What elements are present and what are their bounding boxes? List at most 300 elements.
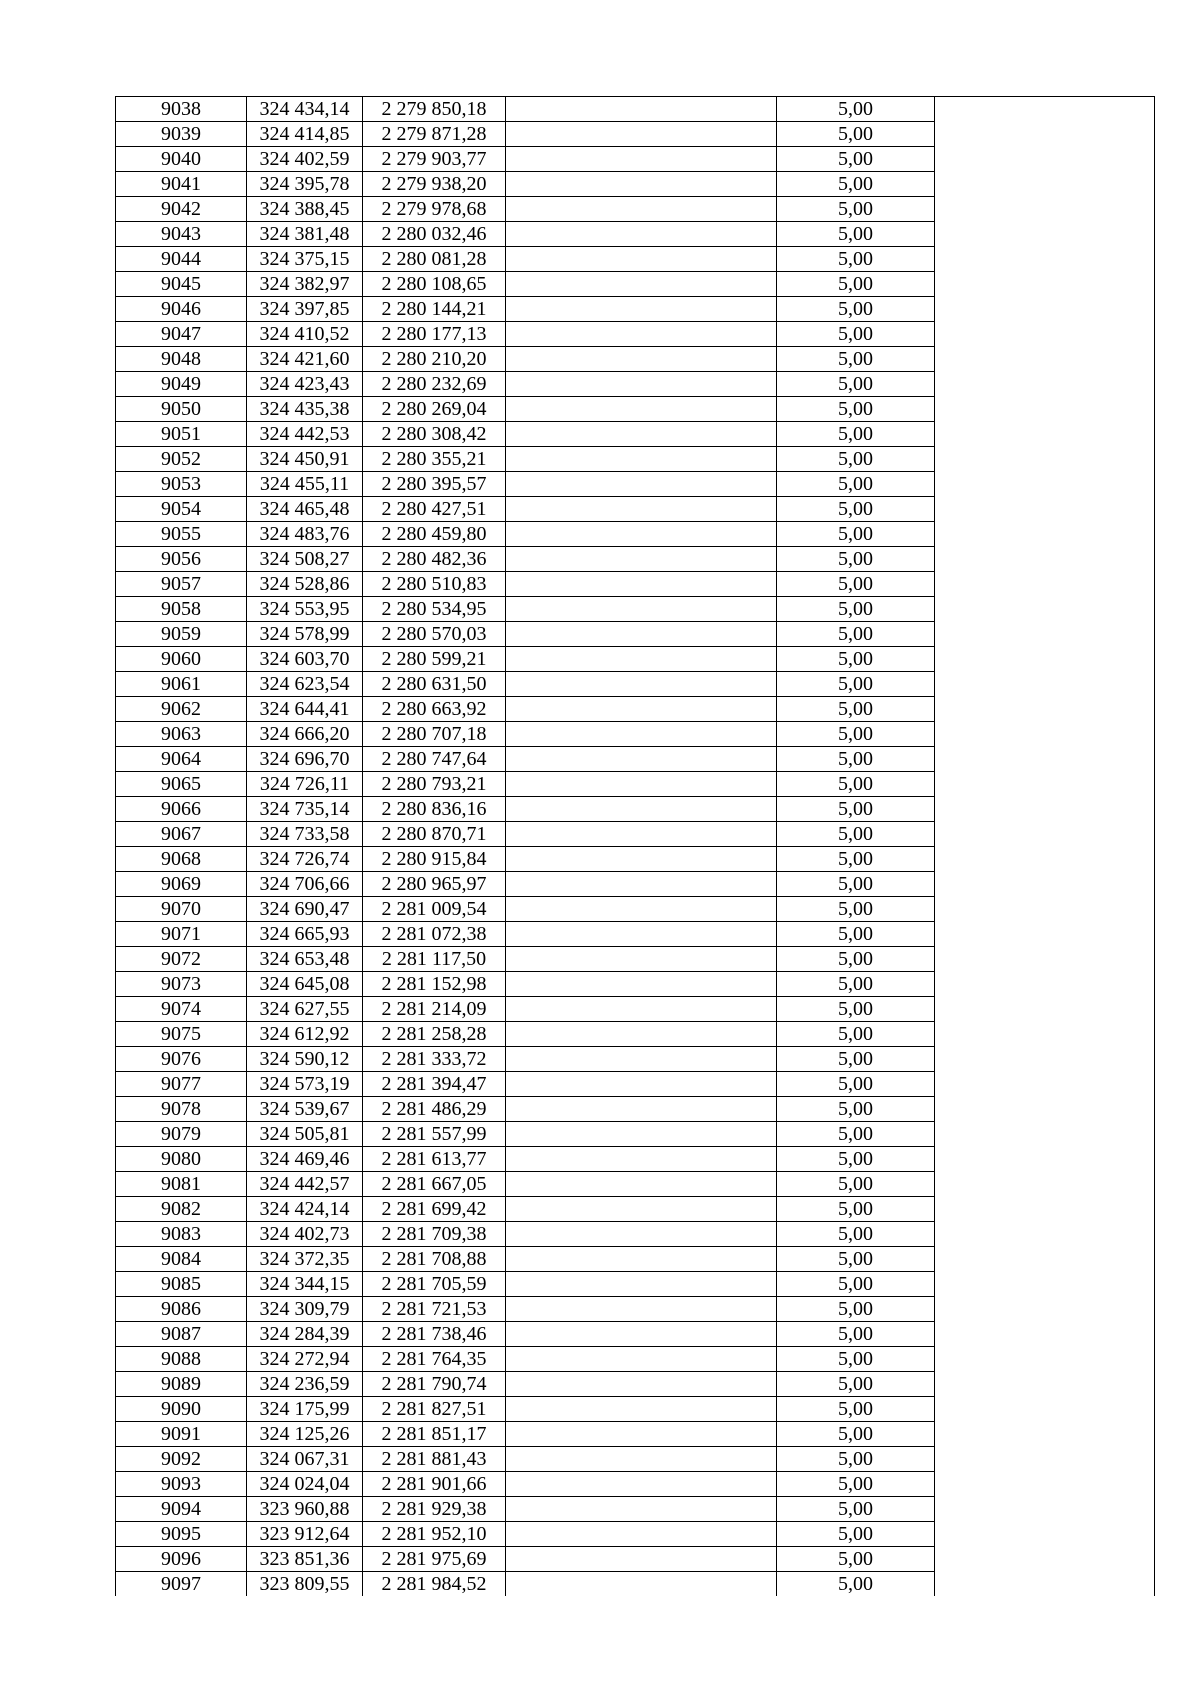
- empty-cell: [935, 1247, 1155, 1272]
- table-row: [116, 1247, 1155, 1272]
- value-cell: 5,00: [777, 947, 935, 972]
- empty-cell: [506, 597, 777, 622]
- table-row: [116, 672, 1155, 697]
- empty-cell: [506, 772, 777, 797]
- value-cell: 5,00: [777, 497, 935, 522]
- value-cell: 5,00: [777, 1222, 935, 1247]
- empty-cell: [935, 722, 1155, 747]
- x-coordinate-cell: 324 706,66: [247, 872, 363, 897]
- empty-cell: [935, 147, 1155, 172]
- empty-cell: [935, 772, 1155, 797]
- empty-cell: [506, 1447, 777, 1472]
- x-coordinate-cell: 324 666,20: [247, 722, 363, 747]
- value-cell: 5,00: [777, 922, 935, 947]
- point-number-cell: 9071: [116, 922, 247, 947]
- empty-cell: [935, 447, 1155, 472]
- x-coordinate-cell: 324 665,93: [247, 922, 363, 947]
- empty-cell: [935, 1047, 1155, 1072]
- empty-cell: [935, 1172, 1155, 1197]
- x-coordinate-cell: 324 690,47: [247, 897, 363, 922]
- point-number-cell: 9089: [116, 1372, 247, 1397]
- y-coordinate-cell: 2 281 881,43: [363, 1447, 506, 1472]
- point-number-cell: 9072: [116, 947, 247, 972]
- empty-cell: [506, 147, 777, 172]
- table-row: [116, 547, 1155, 572]
- empty-cell: [935, 697, 1155, 722]
- point-number-cell: 9053: [116, 472, 247, 497]
- x-coordinate-cell: 324 402,73: [247, 1222, 363, 1247]
- value-cell: 5,00: [777, 722, 935, 747]
- point-number-cell: 9040: [116, 147, 247, 172]
- point-number-cell: 9084: [116, 1247, 247, 1272]
- table-row: [116, 247, 1155, 272]
- x-coordinate-cell: 324 465,48: [247, 497, 363, 522]
- empty-cell: [506, 1147, 777, 1172]
- point-number-cell: 9064: [116, 747, 247, 772]
- table-row: [116, 1172, 1155, 1197]
- table-row: [116, 722, 1155, 747]
- empty-cell: [506, 1522, 777, 1547]
- empty-cell: [935, 1222, 1155, 1247]
- table-row: [116, 947, 1155, 972]
- empty-cell: [506, 747, 777, 772]
- y-coordinate-cell: 2 280 081,28: [363, 247, 506, 272]
- empty-cell: [935, 1522, 1155, 1547]
- point-number-cell: 9095: [116, 1522, 247, 1547]
- y-coordinate-cell: 2 280 510,83: [363, 572, 506, 597]
- table-row: [116, 1122, 1155, 1147]
- point-number-cell: 9074: [116, 997, 247, 1022]
- value-cell: 5,00: [777, 472, 935, 497]
- point-number-cell: 9055: [116, 522, 247, 547]
- empty-cell: [506, 622, 777, 647]
- point-number-cell: 9058: [116, 597, 247, 622]
- x-coordinate-cell: 324 344,15: [247, 1272, 363, 1297]
- empty-cell: [935, 1547, 1155, 1572]
- point-number-cell: 9044: [116, 247, 247, 272]
- value-cell: 5,00: [777, 1172, 935, 1197]
- y-coordinate-cell: 2 281 394,47: [363, 1072, 506, 1097]
- empty-cell: [935, 122, 1155, 147]
- empty-cell: [935, 1072, 1155, 1097]
- empty-cell: [506, 897, 777, 922]
- empty-cell: [506, 947, 777, 972]
- y-coordinate-cell: 2 280 631,50: [363, 672, 506, 697]
- table-row: [116, 997, 1155, 1022]
- x-coordinate-cell: 324 236,59: [247, 1372, 363, 1397]
- value-cell: 5,00: [777, 522, 935, 547]
- point-number-cell: 9062: [116, 697, 247, 722]
- empty-cell: [935, 1097, 1155, 1122]
- y-coordinate-cell: 2 281 708,88: [363, 1247, 506, 1272]
- y-coordinate-cell: 2 280 965,97: [363, 872, 506, 897]
- empty-cell: [935, 1372, 1155, 1397]
- table-row: [116, 872, 1155, 897]
- point-number-cell: 9061: [116, 672, 247, 697]
- x-coordinate-cell: 324 726,74: [247, 847, 363, 872]
- empty-cell: [935, 397, 1155, 422]
- empty-cell: [506, 1472, 777, 1497]
- empty-cell: [506, 1422, 777, 1447]
- x-coordinate-cell: 324 733,58: [247, 822, 363, 847]
- x-coordinate-cell: 324 442,57: [247, 1172, 363, 1197]
- empty-cell: [506, 1197, 777, 1222]
- point-number-cell: 9093: [116, 1472, 247, 1497]
- y-coordinate-cell: 2 281 705,59: [363, 1272, 506, 1297]
- value-cell: 5,00: [777, 872, 935, 897]
- y-coordinate-cell: 2 280 599,21: [363, 647, 506, 672]
- empty-cell: [506, 272, 777, 297]
- x-coordinate-cell: 324 726,11: [247, 772, 363, 797]
- empty-cell: [935, 972, 1155, 997]
- table-row: [116, 122, 1155, 147]
- table-row: [116, 197, 1155, 222]
- x-coordinate-cell: 324 388,45: [247, 197, 363, 222]
- point-number-cell: 9083: [116, 1222, 247, 1247]
- point-number-cell: 9039: [116, 122, 247, 147]
- value-cell: 5,00: [777, 1422, 935, 1447]
- table-row: [116, 647, 1155, 672]
- empty-cell: [935, 422, 1155, 447]
- point-number-cell: 9082: [116, 1197, 247, 1222]
- x-coordinate-cell: 324 410,52: [247, 322, 363, 347]
- empty-cell: [506, 1022, 777, 1047]
- table-row: [116, 597, 1155, 622]
- point-number-cell: 9079: [116, 1122, 247, 1147]
- value-cell: 5,00: [777, 172, 935, 197]
- empty-cell: [935, 1272, 1155, 1297]
- table-row: [116, 972, 1155, 997]
- table-row: [116, 1422, 1155, 1447]
- empty-cell: [935, 922, 1155, 947]
- point-number-cell: 9056: [116, 547, 247, 572]
- empty-cell: [506, 672, 777, 697]
- value-cell: 5,00: [777, 897, 935, 922]
- y-coordinate-cell: 2 280 355,21: [363, 447, 506, 472]
- value-cell: 5,00: [777, 1122, 935, 1147]
- x-coordinate-cell: 324 397,85: [247, 297, 363, 322]
- point-number-cell: 9092: [116, 1447, 247, 1472]
- x-coordinate-cell: 324 455,11: [247, 472, 363, 497]
- value-cell: 5,00: [777, 297, 935, 322]
- point-number-cell: 9065: [116, 772, 247, 797]
- x-coordinate-cell: 324 483,76: [247, 522, 363, 547]
- table-row: [116, 497, 1155, 522]
- value-cell: 5,00: [777, 1522, 935, 1547]
- x-coordinate-cell: 324 505,81: [247, 1122, 363, 1147]
- y-coordinate-cell: 2 281 901,66: [363, 1472, 506, 1497]
- point-number-cell: 9078: [116, 1097, 247, 1122]
- empty-cell: [935, 997, 1155, 1022]
- empty-cell: [506, 1347, 777, 1372]
- value-cell: 5,00: [777, 247, 935, 272]
- empty-cell: [506, 522, 777, 547]
- x-coordinate-cell: 324 578,99: [247, 622, 363, 647]
- empty-cell: [935, 522, 1155, 547]
- point-number-cell: 9068: [116, 847, 247, 872]
- empty-cell: [506, 372, 777, 397]
- empty-cell: [506, 1547, 777, 1572]
- point-number-cell: 9086: [116, 1297, 247, 1322]
- y-coordinate-cell: 2 281 152,98: [363, 972, 506, 997]
- empty-cell: [506, 422, 777, 447]
- y-coordinate-cell: 2 281 827,51: [363, 1397, 506, 1422]
- point-number-cell: 9090: [116, 1397, 247, 1422]
- empty-cell: [506, 997, 777, 1022]
- y-coordinate-cell: 2 279 871,28: [363, 122, 506, 147]
- table-row: [116, 1447, 1155, 1472]
- value-cell: 5,00: [777, 1322, 935, 1347]
- y-coordinate-cell: 2 280 177,13: [363, 322, 506, 347]
- empty-cell: [935, 847, 1155, 872]
- empty-cell: [935, 547, 1155, 572]
- value-cell: 5,00: [777, 397, 935, 422]
- empty-cell: [506, 1097, 777, 1122]
- x-coordinate-cell: 324 603,70: [247, 647, 363, 672]
- x-coordinate-cell: 324 469,46: [247, 1147, 363, 1172]
- y-coordinate-cell: 2 281 333,72: [363, 1047, 506, 1072]
- value-cell: 5,00: [777, 372, 935, 397]
- value-cell: 5,00: [777, 97, 935, 122]
- x-coordinate-cell: 324 272,94: [247, 1347, 363, 1372]
- empty-cell: [935, 822, 1155, 847]
- empty-cell: [935, 1572, 1155, 1597]
- point-number-cell: 9081: [116, 1172, 247, 1197]
- value-cell: 5,00: [777, 1147, 935, 1172]
- value-cell: 5,00: [777, 622, 935, 647]
- empty-cell: [506, 647, 777, 672]
- empty-cell: [506, 922, 777, 947]
- table-row: [116, 372, 1155, 397]
- table-row: [116, 522, 1155, 547]
- y-coordinate-cell: 2 280 427,51: [363, 497, 506, 522]
- table-row: [116, 1347, 1155, 1372]
- value-cell: 5,00: [777, 1447, 935, 1472]
- coordinate-table: [115, 96, 1155, 1596]
- value-cell: 5,00: [777, 647, 935, 672]
- value-cell: 5,00: [777, 597, 935, 622]
- y-coordinate-cell: 2 281 117,50: [363, 947, 506, 972]
- empty-cell: [506, 397, 777, 422]
- value-cell: 5,00: [777, 1297, 935, 1322]
- empty-cell: [506, 1222, 777, 1247]
- empty-cell: [935, 347, 1155, 372]
- value-cell: 5,00: [777, 572, 935, 597]
- empty-cell: [506, 172, 777, 197]
- value-cell: 5,00: [777, 772, 935, 797]
- point-number-cell: 9097: [116, 1572, 247, 1597]
- value-cell: 5,00: [777, 797, 935, 822]
- empty-cell: [506, 797, 777, 822]
- table-row: [116, 222, 1155, 247]
- empty-cell: [935, 1397, 1155, 1422]
- value-cell: 5,00: [777, 1197, 935, 1222]
- table-row: [116, 147, 1155, 172]
- empty-cell: [935, 372, 1155, 397]
- value-cell: 5,00: [777, 1397, 935, 1422]
- y-coordinate-cell: 2 280 269,04: [363, 397, 506, 422]
- table-row: [116, 1147, 1155, 1172]
- value-cell: 5,00: [777, 1572, 935, 1597]
- table-row: [116, 97, 1155, 122]
- y-coordinate-cell: 2 280 915,84: [363, 847, 506, 872]
- point-number-cell: 9091: [116, 1422, 247, 1447]
- y-coordinate-cell: 2 281 258,28: [363, 1022, 506, 1047]
- table-row: [116, 397, 1155, 422]
- point-number-cell: 9051: [116, 422, 247, 447]
- y-coordinate-cell: 2 281 486,29: [363, 1097, 506, 1122]
- y-coordinate-cell: 2 279 978,68: [363, 197, 506, 222]
- empty-cell: [506, 297, 777, 322]
- point-number-cell: 9075: [116, 1022, 247, 1047]
- y-coordinate-cell: 2 280 459,80: [363, 522, 506, 547]
- table-row: [116, 447, 1155, 472]
- value-cell: 5,00: [777, 1072, 935, 1097]
- point-number-cell: 9046: [116, 297, 247, 322]
- y-coordinate-cell: 2 281 072,38: [363, 922, 506, 947]
- value-cell: 5,00: [777, 347, 935, 372]
- table-row: [116, 1372, 1155, 1397]
- x-coordinate-cell: 324 434,14: [247, 97, 363, 122]
- table-row: [116, 1072, 1155, 1097]
- empty-cell: [935, 872, 1155, 897]
- x-coordinate-cell: 324 421,60: [247, 347, 363, 372]
- value-cell: 5,00: [777, 1347, 935, 1372]
- y-coordinate-cell: 2 280 482,36: [363, 547, 506, 572]
- x-coordinate-cell: 324 653,48: [247, 947, 363, 972]
- empty-cell: [506, 447, 777, 472]
- empty-cell: [506, 347, 777, 372]
- point-number-cell: 9073: [116, 972, 247, 997]
- y-coordinate-cell: 2 280 308,42: [363, 422, 506, 447]
- y-coordinate-cell: 2 281 699,42: [363, 1197, 506, 1222]
- point-number-cell: 9067: [116, 822, 247, 847]
- empty-cell: [506, 197, 777, 222]
- value-cell: 5,00: [777, 197, 935, 222]
- empty-cell: [506, 97, 777, 122]
- y-coordinate-cell: 2 281 009,54: [363, 897, 506, 922]
- table-row: [116, 1322, 1155, 1347]
- y-coordinate-cell: 2 280 793,21: [363, 772, 506, 797]
- empty-cell: [935, 1422, 1155, 1447]
- empty-cell: [935, 1497, 1155, 1522]
- empty-cell: [506, 697, 777, 722]
- y-coordinate-cell: 2 281 929,38: [363, 1497, 506, 1522]
- value-cell: 5,00: [777, 1272, 935, 1297]
- y-coordinate-cell: 2 280 534,95: [363, 597, 506, 622]
- table-row: [116, 297, 1155, 322]
- empty-cell: [506, 547, 777, 572]
- value-cell: 5,00: [777, 1472, 935, 1497]
- point-number-cell: 9045: [116, 272, 247, 297]
- x-coordinate-cell: 324 442,53: [247, 422, 363, 447]
- value-cell: 5,00: [777, 1372, 935, 1397]
- table-row: [116, 1522, 1155, 1547]
- y-coordinate-cell: 2 280 108,65: [363, 272, 506, 297]
- value-cell: 5,00: [777, 547, 935, 572]
- empty-cell: [506, 472, 777, 497]
- point-number-cell: 9076: [116, 1047, 247, 1072]
- empty-cell: [935, 1347, 1155, 1372]
- table-row: [116, 572, 1155, 597]
- empty-cell: [935, 1197, 1155, 1222]
- x-coordinate-cell: 324 644,41: [247, 697, 363, 722]
- empty-cell: [506, 1247, 777, 1272]
- empty-cell: [506, 1397, 777, 1422]
- table-row: [116, 1197, 1155, 1222]
- empty-cell: [506, 1372, 777, 1397]
- empty-cell: [935, 897, 1155, 922]
- value-cell: 5,00: [777, 847, 935, 872]
- table-row: [116, 172, 1155, 197]
- empty-cell: [506, 822, 777, 847]
- point-number-cell: 9048: [116, 347, 247, 372]
- point-number-cell: 9085: [116, 1272, 247, 1297]
- empty-cell: [935, 297, 1155, 322]
- y-coordinate-cell: 2 281 984,52: [363, 1572, 506, 1597]
- point-number-cell: 9050: [116, 397, 247, 422]
- x-coordinate-cell: 324 067,31: [247, 1447, 363, 1472]
- x-coordinate-cell: 324 623,54: [247, 672, 363, 697]
- empty-cell: [506, 572, 777, 597]
- point-number-cell: 9063: [116, 722, 247, 747]
- empty-cell: [935, 247, 1155, 272]
- empty-cell: [935, 672, 1155, 697]
- y-coordinate-cell: 2 281 738,46: [363, 1322, 506, 1347]
- empty-cell: [506, 1297, 777, 1322]
- table-row: [116, 1397, 1155, 1422]
- x-coordinate-cell: 324 590,12: [247, 1047, 363, 1072]
- x-coordinate-cell: 324 573,19: [247, 1072, 363, 1097]
- y-coordinate-cell: 2 281 214,09: [363, 997, 506, 1022]
- x-coordinate-cell: 324 414,85: [247, 122, 363, 147]
- point-number-cell: 9080: [116, 1147, 247, 1172]
- table-row: [116, 772, 1155, 797]
- point-number-cell: 9096: [116, 1547, 247, 1572]
- empty-cell: [935, 1447, 1155, 1472]
- empty-cell: [935, 1122, 1155, 1147]
- empty-cell: [506, 1272, 777, 1297]
- y-coordinate-cell: 2 281 709,38: [363, 1222, 506, 1247]
- value-cell: 5,00: [777, 1247, 935, 1272]
- value-cell: 5,00: [777, 122, 935, 147]
- point-number-cell: 9069: [116, 872, 247, 897]
- table-row: [116, 1272, 1155, 1297]
- value-cell: 5,00: [777, 972, 935, 997]
- table-row: [116, 1097, 1155, 1122]
- empty-cell: [506, 1572, 777, 1597]
- value-cell: 5,00: [777, 447, 935, 472]
- empty-cell: [935, 622, 1155, 647]
- y-coordinate-cell: 2 281 975,69: [363, 1547, 506, 1572]
- point-number-cell: 9052: [116, 447, 247, 472]
- value-cell: 5,00: [777, 672, 935, 697]
- point-number-cell: 9070: [116, 897, 247, 922]
- empty-cell: [506, 722, 777, 747]
- table-row: [116, 747, 1155, 772]
- value-cell: 5,00: [777, 272, 935, 297]
- value-cell: 5,00: [777, 322, 935, 347]
- x-coordinate-cell: 324 402,59: [247, 147, 363, 172]
- x-coordinate-cell: 324 382,97: [247, 272, 363, 297]
- point-number-cell: 9043: [116, 222, 247, 247]
- y-coordinate-cell: 2 280 707,18: [363, 722, 506, 747]
- empty-cell: [935, 472, 1155, 497]
- table-row: [116, 822, 1155, 847]
- x-coordinate-cell: 324 375,15: [247, 247, 363, 272]
- y-coordinate-cell: 2 281 851,17: [363, 1422, 506, 1447]
- table-row: [116, 1547, 1155, 1572]
